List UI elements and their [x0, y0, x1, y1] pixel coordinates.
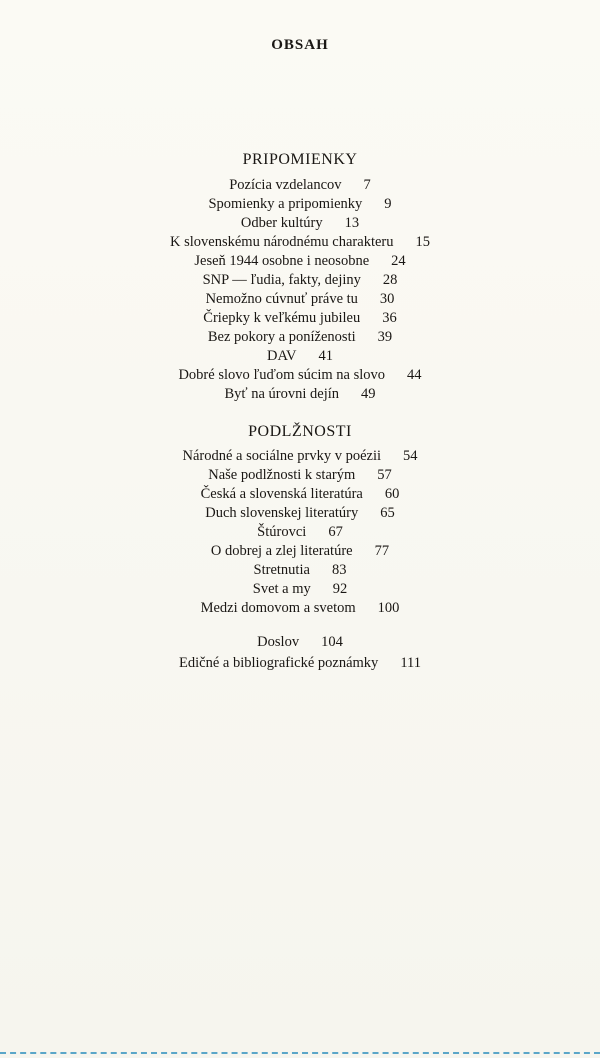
toc-entry-page: 28 — [382, 272, 398, 288]
toc-entry — [0, 252, 600, 271]
toc-entry-title: Dobré slovo ľuďom súcim na slovo — [178, 367, 386, 383]
toc-entry-title: Čriepky k veľkému jubileu — [203, 310, 361, 326]
toc-entry-page: 92 — [332, 581, 348, 597]
toc-entry-page: 67 — [328, 524, 343, 540]
toc-entry — [0, 328, 600, 347]
toc-entry-title: Štúrovci — [257, 524, 307, 540]
toc-entry-page: 54 — [403, 448, 418, 464]
toc-entry-title: Edičné a bibliografické poznámky — [179, 655, 379, 671]
toc-entry-page: 100 — [377, 600, 400, 616]
toc-entry-title: K slovenskému národnému charakteru — [170, 234, 394, 250]
toc-entry-title: Odber kultúry — [240, 215, 323, 231]
toc-entry-page: 57 — [377, 467, 392, 483]
toc-entry — [0, 271, 600, 290]
toc-entry-title: Duch slovenskej literatúry — [205, 505, 359, 521]
toc-entry-page: 60 — [384, 486, 400, 502]
toc-entry-title: Pozícia vzdelancov — [229, 177, 342, 193]
toc-entry-page: 36 — [382, 310, 397, 326]
toc-entry-page: 44 — [407, 367, 422, 383]
toc-entry-page: 39 — [377, 329, 393, 345]
toc-entry-title: Národné a sociálne prvky v poézii — [182, 448, 381, 464]
toc-entry — [0, 347, 600, 366]
toc-entry-title: Svet a my — [252, 581, 311, 597]
toc-entry — [0, 504, 600, 523]
toc-entry — [0, 653, 600, 674]
toc-entry-page: 83 — [331, 562, 347, 578]
toc-entry — [0, 466, 600, 485]
toc-list-pripomienky — [0, 176, 600, 404]
toc-entry-title: SNP — ľudia, fakty, dejiny — [202, 272, 361, 288]
toc-entry-page: 41 — [318, 348, 334, 364]
toc-entry-title: Naše podlžnosti k starým — [208, 467, 356, 483]
toc-entry-page: 13 — [344, 215, 360, 231]
toc-list-podlznosti — [0, 447, 600, 618]
toc-entry — [0, 366, 600, 385]
toc-entry-page: 65 — [380, 505, 395, 521]
toc-entry — [0, 580, 600, 599]
toc-entry-page: 15 — [415, 234, 430, 250]
toc-entry-title: Spomienky a pripomienky — [208, 196, 363, 212]
toc-entry — [0, 632, 600, 653]
toc-entry-page: 111 — [400, 655, 421, 671]
toc-entry-page: 49 — [361, 386, 376, 402]
contents-title: OBSAH — [271, 37, 329, 53]
toc-entry-title: Jeseň 1944 osobne i neosobne — [194, 253, 370, 269]
toc-entry-page: 104 — [321, 634, 343, 650]
toc-entry-title: Byť na úrovni dejín — [224, 386, 340, 402]
toc-entry — [0, 233, 600, 252]
toc-entry-page: 30 — [379, 291, 395, 307]
toc-entry — [0, 599, 600, 618]
toc-entry-page: 24 — [391, 253, 406, 269]
toc-entry — [0, 309, 600, 328]
toc-entry-title: Doslov — [257, 634, 300, 650]
section-heading-pripomienky: PRIPOMIENKY — [242, 151, 358, 168]
toc-entry-page: 9 — [384, 196, 392, 212]
toc-entry — [0, 485, 600, 504]
toc-entry — [0, 542, 600, 561]
section-heading-podlznosti: PODLŽNOSTI — [248, 423, 352, 440]
toc-entry-title: Bez pokory a poníženosti — [207, 329, 356, 345]
toc-entry-title: DAV — [266, 348, 297, 364]
toc-entry-title: O dobrej a zlej literatúre — [210, 543, 353, 559]
toc-entry-title: Stretnutia — [253, 562, 310, 578]
page-bottom-edge — [0, 1052, 600, 1054]
toc-entry — [0, 176, 600, 195]
toc-entry-page: 77 — [374, 543, 390, 559]
toc-entry — [0, 561, 600, 580]
toc-entry — [0, 447, 600, 466]
toc-entry-title: Česká a slovenská literatúra — [200, 486, 363, 502]
toc-entry-title: Nemožno cúvnuť práve tu — [205, 291, 358, 307]
toc-entry-page: 7 — [363, 177, 371, 193]
toc-entry — [0, 195, 600, 214]
toc-entry — [0, 523, 600, 542]
toc-entry — [0, 385, 600, 404]
toc-entry — [0, 214, 600, 233]
toc-entry-title: Medzi domovom a svetom — [200, 600, 356, 616]
toc-list-backmatter — [0, 632, 600, 674]
toc-entry — [0, 290, 600, 309]
